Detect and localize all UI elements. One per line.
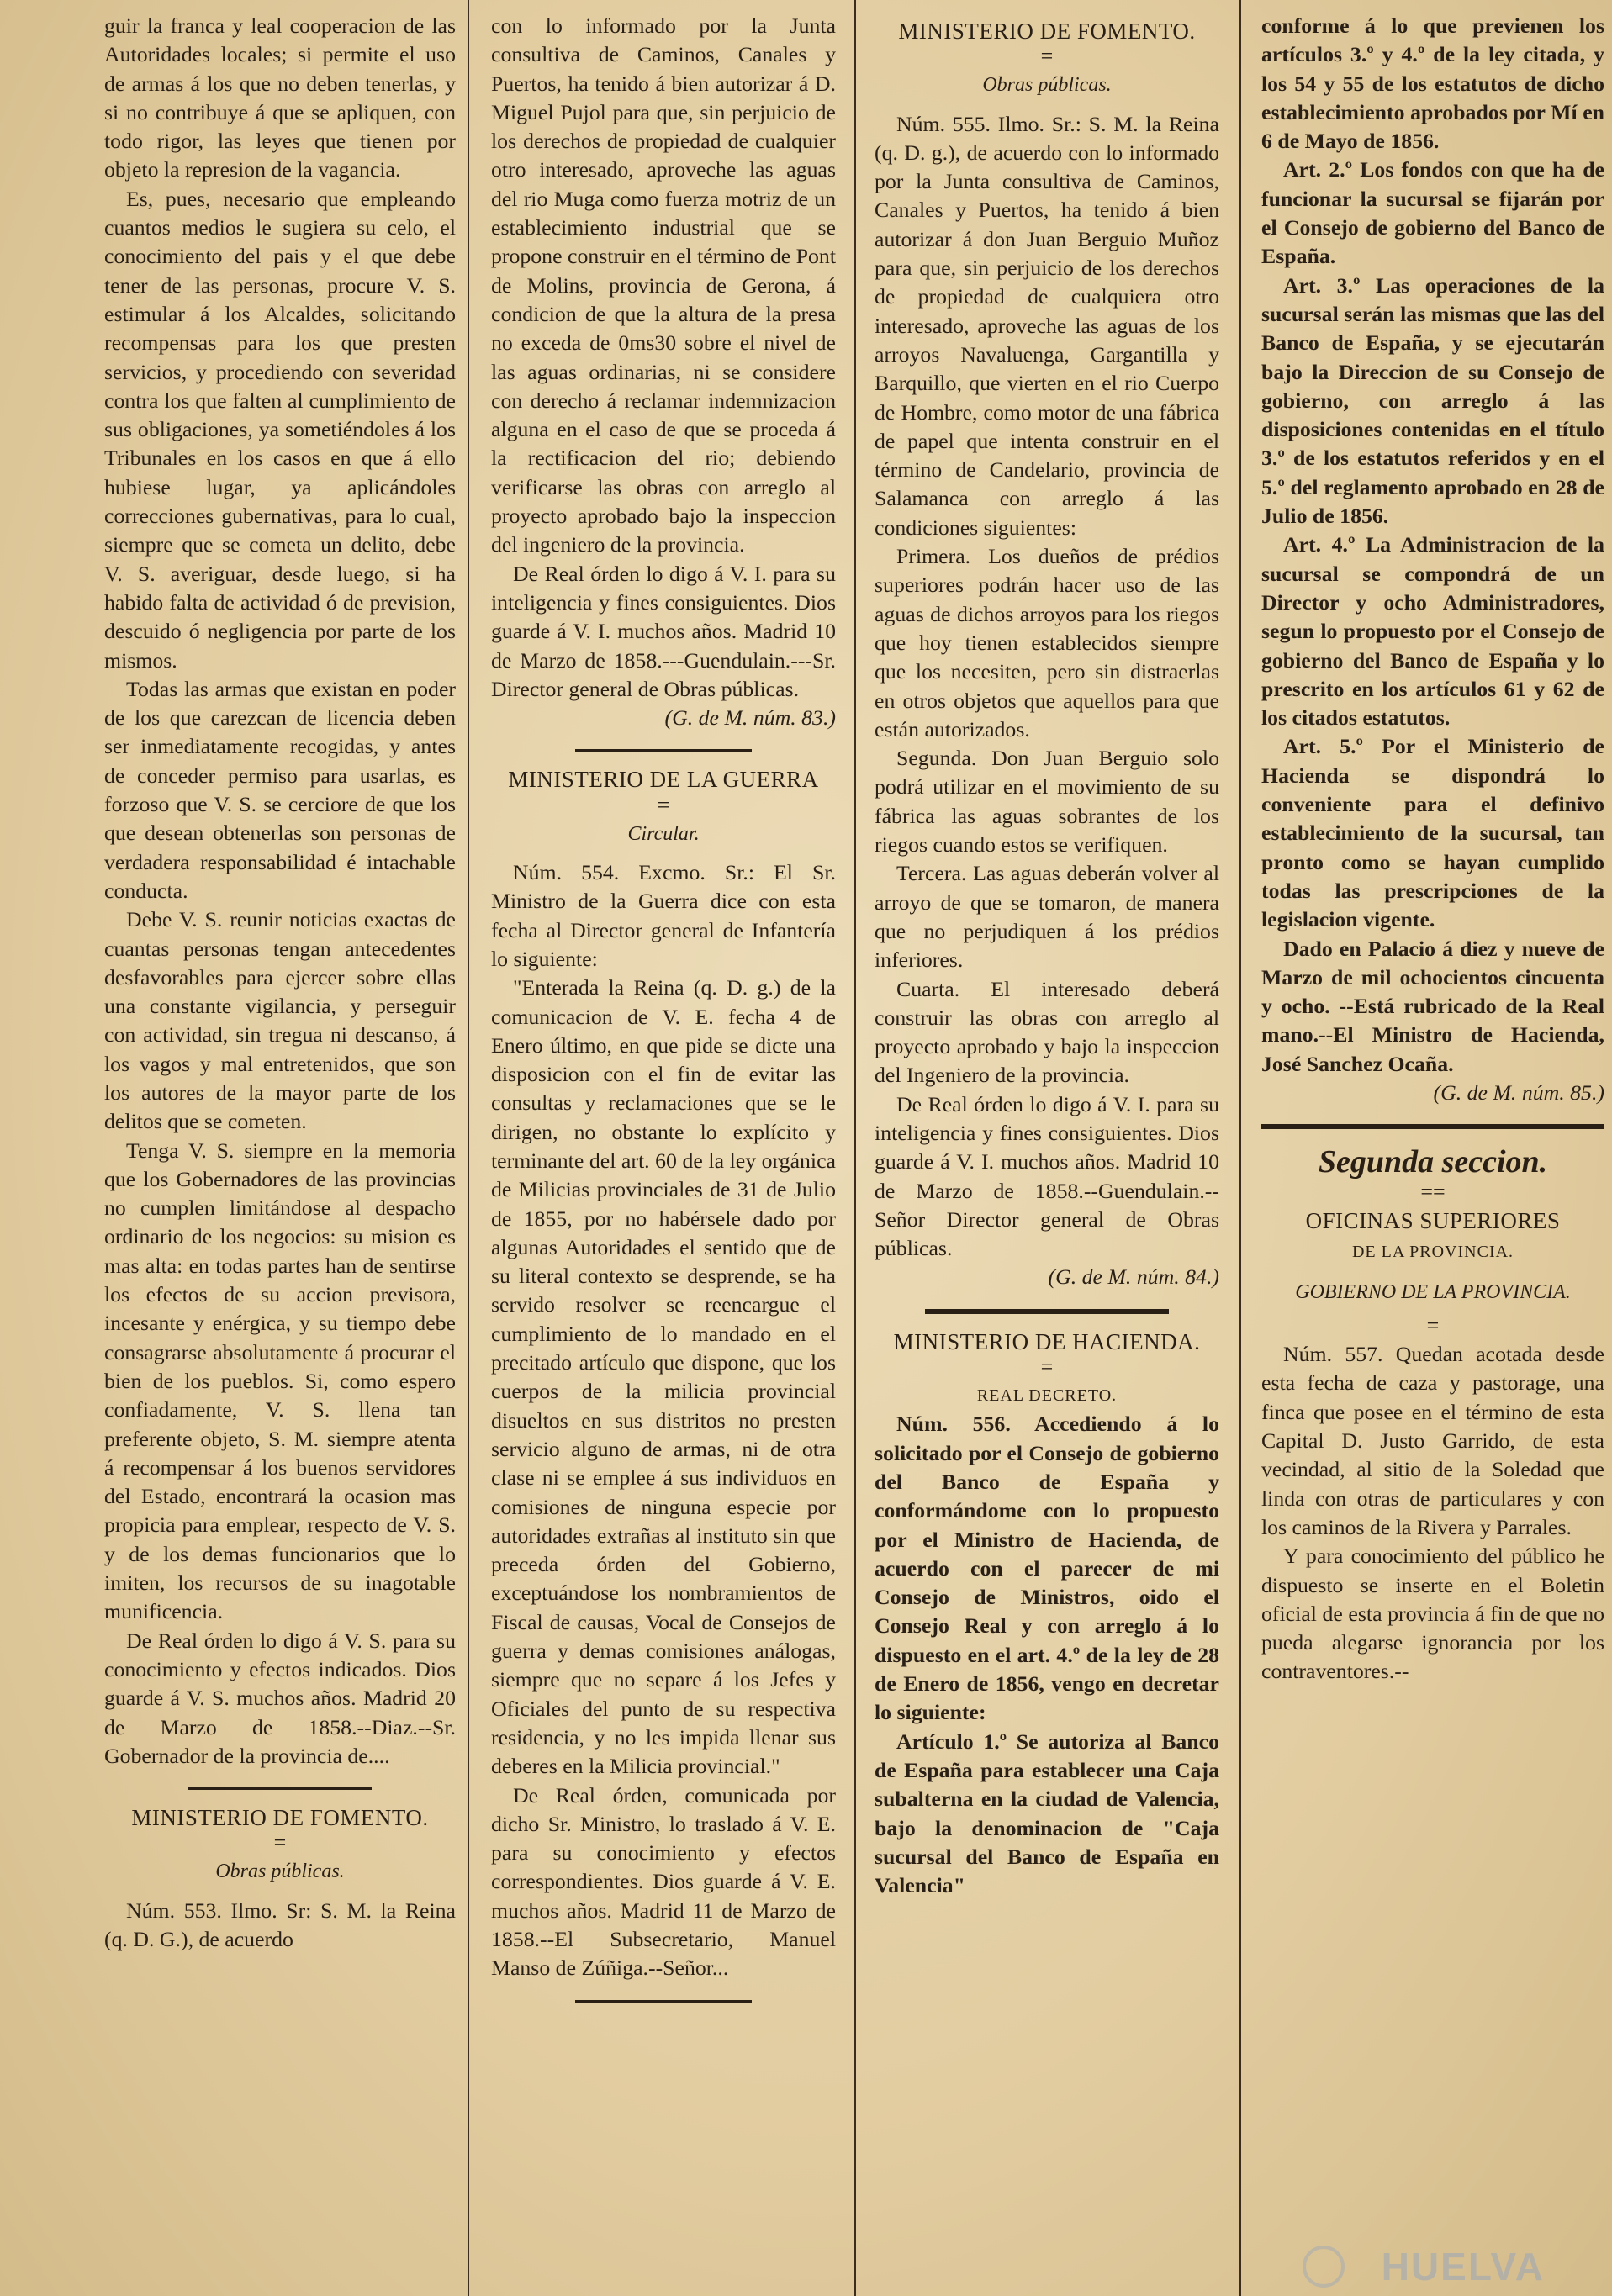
section-title: Segunda seccion. [1318,1144,1548,1180]
paragraph: Art. 4.º La Administracion de la sucursal se compondrá de un Director y ocho Administradores, segun lo propuesto por el Consejo de gobierno del Banco de España y lo prescrito en los artículos 61 y 62 de los citados estatutos. [1261,532,1604,731]
source-citation: (G. de M. núm. 83.) [664,705,836,731]
paragraph: De Real órden lo digo á V. S. para su conocimiento y efectos indicados. Dios guarde á V. S. muchos años. Madrid 20 de Marzo de 1858.--Diaz.--Sr. Gobernador de la provincia de.... [104,1628,456,1768]
section-heading: MINISTERIO DE FOMENTO. [898,18,1196,44]
paragraph: Debe V. S. reunir noticias exactas de cuantas personas tengan antecedentes desfavorables para ejercer sobre ellas una constante vigilancia, y perseguir con actividad, sin tregua ni descanso, á los vagos y mal entretenidos, que son los autores de la mayor parte de los delitos que se cometen. [104,907,456,1134]
paragraph: Primera. Los dueños de prédios superiores podrán hacer uso de las aguas de dichos arroyos para los riegos que hoy tienen establecidos siempre que los necesiten, pero sin distraerlas en otros objetos que aquellos para que están autorizados. [875,544,1219,742]
column-1 [104,12,456,1954]
section-subheading: Circular. [627,822,700,845]
paragraph: Núm. 554. Excmo. Sr.: El Sr. Ministro de la Guerra dice con esta fecha al Director general de Infantería lo siguiente: [491,860,836,971]
archive-seal-icon [1303,2246,1345,2288]
separator-rule [925,1309,1169,1314]
section-subheading: Obras públicas. [982,74,1112,97]
heading-divider: = [657,792,670,817]
paragraph: conforme á lo que previenen los artículos 3.º y 4.º de la ley citada, y los 54 y 55 de los estatutos de dicho establecimiento aprobados por Mí en 6 de Mayo de 1856. [1261,13,1604,154]
paragraph: Tenga V. S. siempre en la memoria que los Gobernadores de las provincias no cumplen limitándose al despacho ordinario de los negocios: su mision es mas alta: en todas partes han de sentirse los efectos de su accion previsora, incesante y enérgica, y su tiempo debe consagrarse absolutamente á procurar el bien de los pueblos. Si, como espero confiadamente, V. S. llena tan preferente objeto, S. M. siempre atenta á recompensar á los buenos servidores del Estado, encontrará la ocasion mas propicia para emplear, respecto de V. S. y de los demas funcionarios que lo imiten, los recursos de su inagotable munificencia. [104,1137,456,1624]
section-subheading: Obras públicas. [215,1861,345,1883]
section-heading: MINISTERIO DE LA GUERRA [508,767,819,793]
offices-subheading: DE LA PROVINCIA. [1351,1242,1514,1261]
separator-rule [575,749,752,752]
government-heading: GOBIERNO DE LA PROVINCIA. [1295,1280,1571,1303]
source-citation: (G. de M. núm. 85.) [1433,1079,1604,1105]
column-3 [875,12,1219,1900]
paragraph: Segunda. Don Juan Berguio solo podrá utilizar en el movimiento de su fábrica las aguas sobrantes de los riegos cuando estos se verifiquen. [875,746,1219,858]
section-heading: MINISTERIO DE FOMENTO. [131,1805,429,1831]
offices-heading: OFICINAS SUPERIORES [1305,1208,1561,1234]
paragraph: Todas las armas que existan en poder de los que carezcan de licencia deben ser inmediatamente recogidas, y antes de conceder permiso para usarlas, es forzoso que V. S. se cerciore de que los que desean obtenerlas son personas de verdadera responsabilidad é intachable conducta. [104,676,456,903]
column-rule [1239,0,1241,2296]
paragraph: Dado en Palacio á diez y nueve de Marzo de mil ochocientos cincuenta y ocho. --Está rubricado de la Real mano.--El Ministro de Hacienda, José Sanchez Ocaña. [1261,936,1604,1076]
paragraph: Art. 3.º Las operaciones de la sucursal serán las mismas que las del Banco de España, y se ejecutarán bajo la Direccion de su Consejo de gobierno, con arreglo á las disposiciones contenidas en el título 3.º de los estatutos referidos y en el 5.º del reglamento aprobado en 28 de Julio de 1856. [1261,272,1604,529]
paragraph: Art. 2.º Los fondos con que ha de funcionar la sucursal se fijarán por el Consejo de gobierno del Banco de España. [1261,157,1604,269]
column-rule [854,0,856,2296]
paragraph: Y para conocimiento del público he dispuesto se inserte en el Boletin oficial de esta provincia á fin de que no pueda alegarse ignorancia por los contraventores.-- [1261,1544,1604,1684]
heading-divider: = [1040,1354,1054,1380]
paragraph: con lo informado por la Junta consultiva de Caminos, Canales y Puertos, ha tenido á bien autorizar á D. Miguel Pujol para que, sin perjuicio de los derechos de propiedad de cualquier otro interesado, aproveche las aguas del rio Muga como fuerza motriz de un establecimiento industrial que se propone construir en el término de Pont de Molins, provincia de Gerona, á condicion de que la altura de la presa no exceda de 0ms30 sobre el nivel de las aguas ordinarias, ni se considere con derecho á reclamar indemnizacion alguna en el caso de que se proceda á la rectificacion del rio; debiendo verificarse las obras con arreglo al proyecto aprobado bajo la inspeccion del ingeniero de la provincia. [491,13,836,557]
section-heading: MINISTERIO DE HACIENDA. [893,1328,1201,1354]
column-2 [491,12,836,2016]
decree-heading: REAL DECRETO. [976,1386,1118,1406]
heading-divider: = [1040,44,1054,69]
paragraph: De Real órden, comunicada por dicho Sr. Ministro, lo traslado á V. E. para su conocimiento y efectos correspondientes. Dios guarde á V. E. muchos años. Madrid 11 de Marzo de 1858.--El Subsecretario, Manuel Manso de Zúñiga.--Señor... [491,1782,836,1981]
paragraph: De Real órden lo digo á V. I. para su inteligencia y fines consiguientes. Dios guarde á V. I. muchos años. Madrid 10 de Marzo de 1858.---Guendulain.---Sr. Director general de Obras públicas. [491,561,836,701]
heading-divider: = [273,1830,287,1855]
paragraph: guir la franca y leal cooperacion de las Autoridades locales; si permite el uso de armas á los que no deben tenerlas, y si no contribuye á que se apliquen, con todo rigor, las leyes que tienen por objeto la represion de la vagancia. [104,13,456,182]
paragraph: Art. 5.º Por el Ministerio de Hacienda se dispondrá lo conveniente para el definivo establecimiento de la sucursal, tan pronto como se hayan cumplido todas las prescripciones de la legislacion vigente. [1261,734,1604,932]
paragraph: Artículo 1.º Se autoriza al Banco de España para establecer una Caja subalterna en la ciudad de Valencia, bajo la denominacion de "Caja sucursal del Banco de España en Valencia" [875,1729,1219,1898]
column-rule [468,0,469,2296]
paragraph: Núm. 556. Accediendo á lo solicitado por el Consejo de gobierno del Banco de España y conformándome con lo propuesto por el Ministro de Hacienda, de acuerdo con el parecer de mi Consejo de Ministros, oido el Consejo Real y con arreglo á lo dispuesto en el art. 4.º de la ley de 28 de Enero de 1856, vengo en decretar lo siguiente: [875,1412,1219,1725]
paragraph: Núm. 553. Ilmo. Sr: S. M. la Reina (q. D. G.), de acuerdo [104,1897,456,1951]
separator-rule [188,1787,372,1790]
archive-watermark: HUELVA [1381,2245,1545,2288]
paragraph: Cuarta. El interesado deberá construir las obras con arreglo al proyecto aprobado y bajo la inspeccion del Ingeniero de la provincia. [875,976,1219,1088]
separator-rule [1261,1124,1604,1129]
paragraph: Núm. 555. Ilmo. Sr.: S. M. la Reina (q. D. g.), de acuerdo con lo informado por la Junta consultiva de Caminos, Canales y Puertos, ha tenido á bien autorizar á don Juan Berguio Muñoz para que, sin perjuicio de los derechos de propiedad de cualquiera otro interesado, aproveche las aguas de los arroyos Navaluenga, Gargantilla y Barquillo, que vierten en el rio Cuerpo de Hombre, como motor de una fábrica de papel que intenta construir en el término de Candelario, provincia de Salamanca con arreglo á las condiciones siguientes: [875,111,1219,540]
paragraph: "Enterada la Reina (q. D. g.) de la comunicacion de V. E. fecha 4 de Enero último, en que pide se dicte una disposicion con el fin de evitar las consultas y reclamaciones que se le dirigen, no obstante lo explícito y terminante del art. 60 de la ley orgánica de Milicias provinciales de 31 de Julio de 1855, por no habérsele dado por algunas Autoridades el sentido que de su literal contexto se desprende, se ha servido resolver se reencargue el cumplimiento de lo mandado en el precitado artículo que dispone, que los cuerpos de la milicia provincial disueltos en sus distritos no presten servicio alguno de armas, ni de otra clase ni se emplee á sus individuos en comisiones de ninguna especie por autoridades extrañas al instituto sin que preceda órden del Gobierno, exceptuándose los nombramientos de Fiscal de causas, Vocal de Consejos de guerra y demas comisiones análogas, siempre que no separe á los Jefes y Oficiales del punto de su respectiva residencia, y no les impida llenar sus deberes en la Milicia provincial." [491,975,836,1779]
source-citation: (G. de M. núm. 84.) [1048,1264,1219,1290]
paragraph: Es, pues, necesario que empleando cuantos medios le sugiera su celo, el conocimiento del pais y el que debe tener de las personas, procure V. S. estimular á los Alcaldes, solicitando recompensas para los que presten servicios, y procediendo con severidad contra los que falten al cumplimiento de sus obligaciones, ya sometiéndoles á los Tribunales en los casos en que á ello hubiese lugar, ya aplicándoles correcciones gubernativas, para lo cual, siempre que se cometa un delito, debe V. S. averiguar, desde luego, si ha habido falta de actividad ó de prevision, descuido ó negligencia por parte de los mismos. [104,186,456,673]
column-4 [1261,12,1604,1686]
heading-divider: == [1420,1180,1446,1205]
heading-divider: = [1426,1313,1440,1338]
paragraph: Tercera. Las aguas deberán volver al arroyo de que se tomaron, de manera que no perjudiquen á los prédios inferiores. [875,861,1219,973]
separator-rule [575,2000,752,2003]
paragraph: Núm. 557. Quedan acotada desde esta fecha de caza y pastorage, una finca que posee en el término de esta Capital D. Justo Garrido, de esta vecindad, al sitio de la Soledad que linda con otras de particulares y con los caminos de la Rivera y Parrales. [1261,1342,1604,1539]
paragraph: De Real órden lo digo á V. I. para su inteligencia y fines consiguientes. Dios guarde á V. I. muchos años. Madrid 10 de Marzo de 1858.--Guendulain.--Señor Director general de Obras públicas. [875,1091,1219,1261]
